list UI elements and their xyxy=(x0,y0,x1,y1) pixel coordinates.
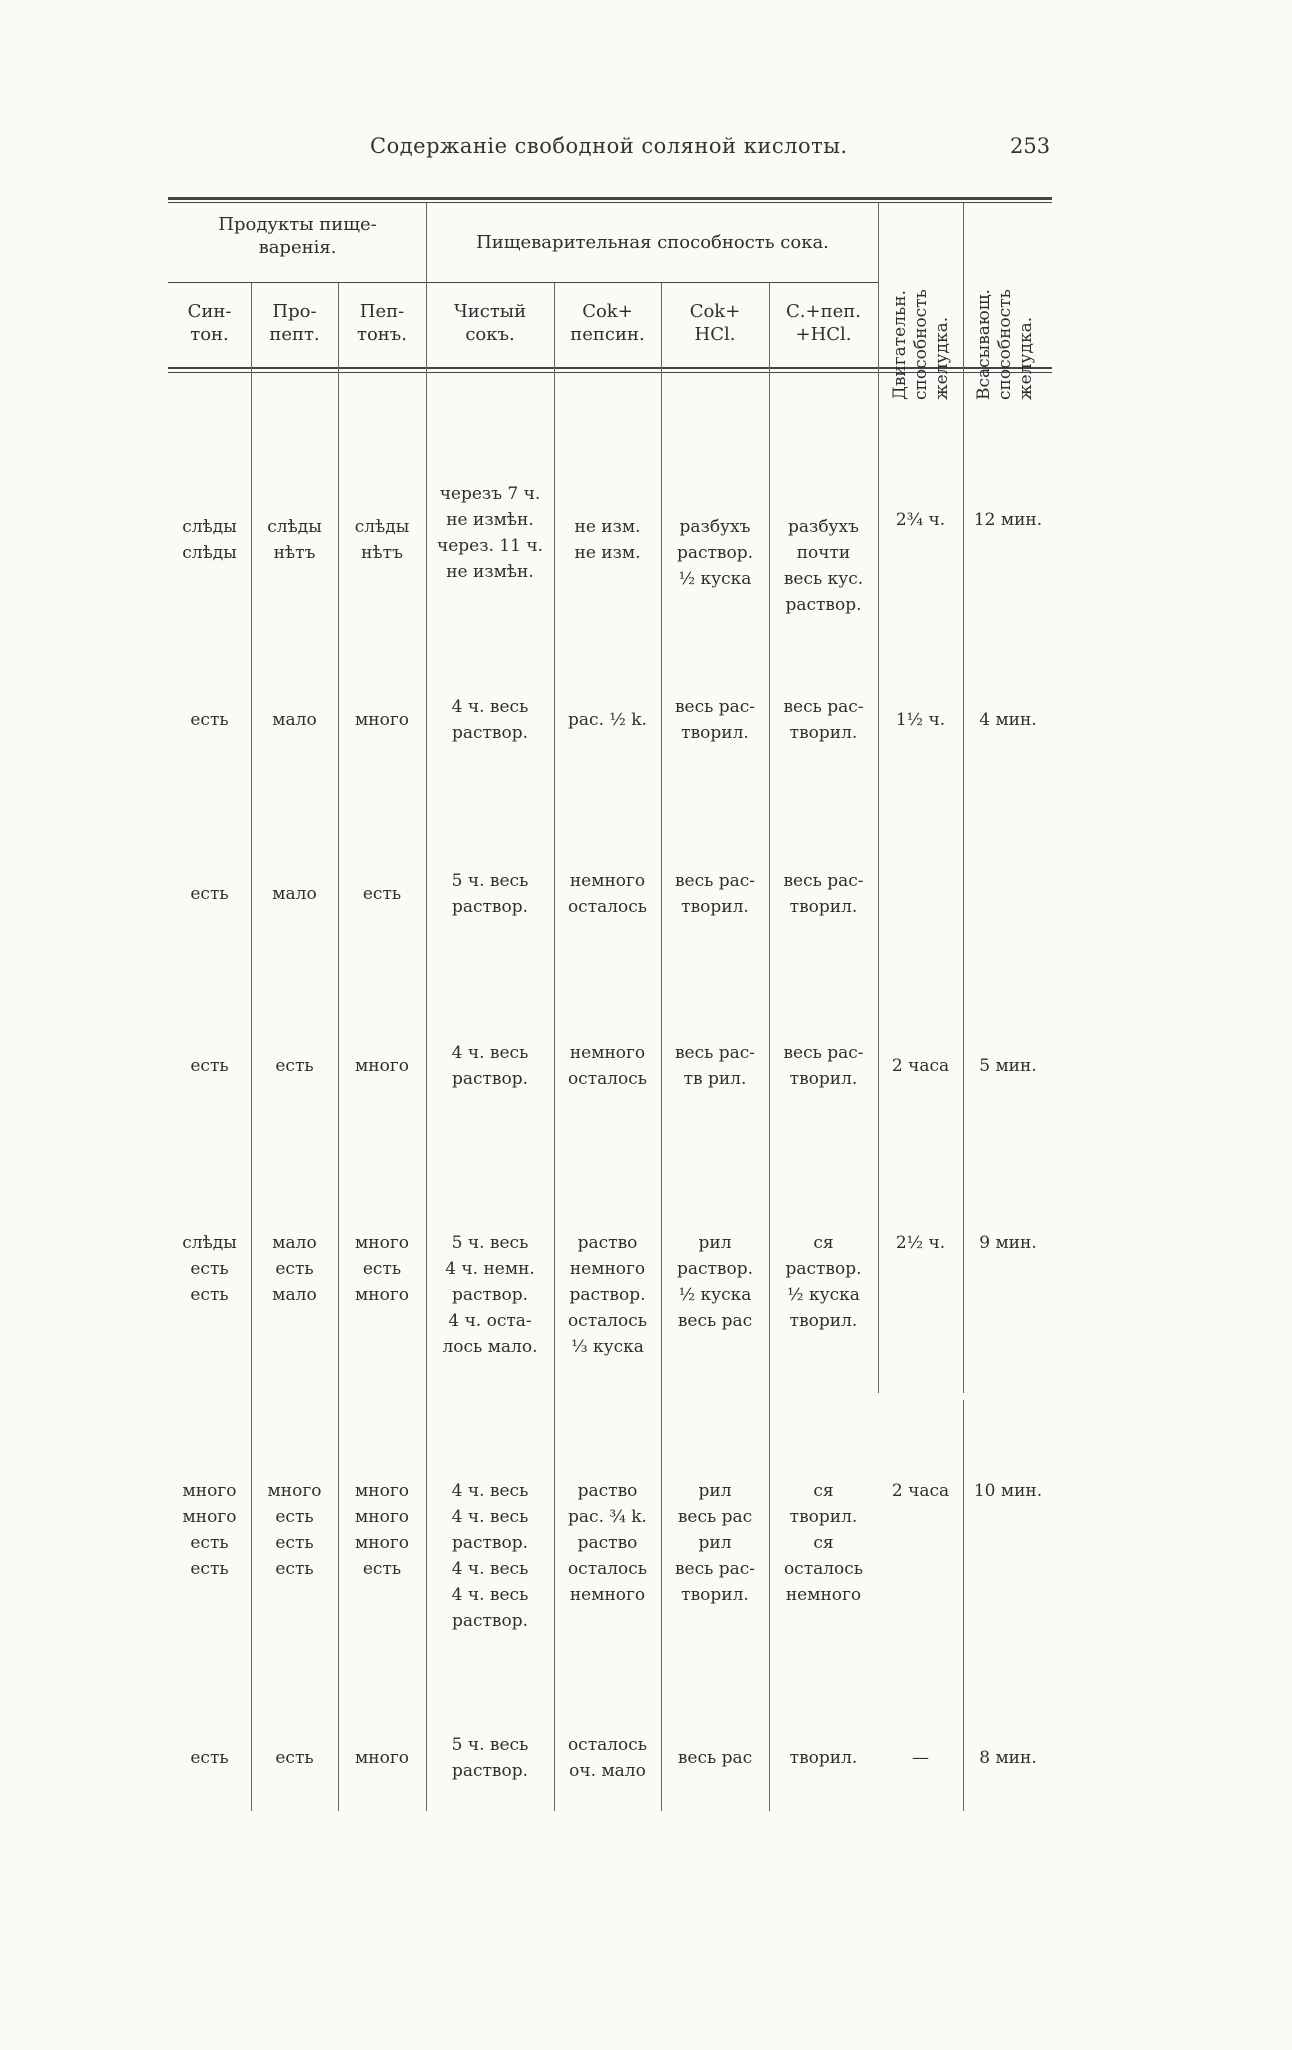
cell-pepton: много xyxy=(355,1748,409,1768)
cell-pepsin: рас. ¾ k. xyxy=(568,1507,647,1527)
cell-pepton: есть xyxy=(362,1259,402,1279)
cell-propept: есть xyxy=(275,1533,314,1553)
cell-hcl: тв рил. xyxy=(683,1069,747,1089)
cell-motor: 2 часа xyxy=(891,1481,950,1501)
cell-pepsin: не изм. xyxy=(574,543,641,563)
cell-pepsin: осталось xyxy=(567,1311,648,1331)
cell-pepton: много xyxy=(355,1233,409,1253)
header-pepsin-l1: Cok+ xyxy=(582,301,633,322)
cell-synton: есть xyxy=(190,710,229,730)
cell-hcl: разбухъ xyxy=(679,517,751,537)
cell-pure: 4 ч. весь xyxy=(451,1585,529,1605)
cell-motor: 2 часа xyxy=(891,1056,950,1076)
cell-pepsin: раство xyxy=(577,1533,638,1553)
cell-synton: слѣды xyxy=(182,1233,237,1253)
cell-both: весь кус. xyxy=(783,569,864,589)
cell-pure: раствор. xyxy=(451,1285,529,1305)
cell-hcl: весь рас- xyxy=(674,1559,756,1579)
header-motor xyxy=(890,190,956,400)
cell-pepton: много xyxy=(355,1507,409,1527)
cell-motor: 2½ ч. xyxy=(895,1233,946,1253)
header-hcl xyxy=(661,300,769,346)
cell-motor: 1½ ч. xyxy=(895,710,946,730)
cell-synton: слѣды xyxy=(182,543,237,563)
header-products-line2: варенія. xyxy=(258,237,337,258)
cell-synton: есть xyxy=(190,1285,229,1305)
cell-both: ся xyxy=(813,1533,834,1553)
cell-both: творил. xyxy=(789,1069,858,1089)
cell-synton: слѣды xyxy=(182,517,237,537)
cell-pepsin: не изм. xyxy=(574,517,641,537)
cell-pure: раствор. xyxy=(451,1533,529,1553)
cell-pepsin: раство xyxy=(577,1481,638,1501)
cell-both: ся xyxy=(813,1481,834,1501)
header-pepsin-l2: пепсин. xyxy=(570,324,645,345)
cell-propept: есть xyxy=(275,1056,314,1076)
header-pepton xyxy=(338,300,426,346)
cell-both: весь рас- xyxy=(783,697,864,717)
cell-pepsin: раствор. xyxy=(569,1285,646,1305)
header-propept-l1: Про- xyxy=(272,301,317,322)
header-motor-line1: Двигательн. xyxy=(890,289,910,400)
header-both-l1: С.+пеп. xyxy=(786,301,861,322)
cell-pure: 4 ч. весь xyxy=(451,1559,529,1579)
cell-both: разбухъ xyxy=(788,517,859,537)
cell-propept: есть xyxy=(275,1559,314,1579)
cell-pepton: есть xyxy=(362,884,402,904)
header-pepsin xyxy=(554,300,661,346)
cell-propept: есть xyxy=(275,1748,314,1768)
cell-pepsin: рас. ½ k. xyxy=(568,710,647,730)
header-absorb-line2: способность xyxy=(995,289,1015,400)
cell-pure: 5 ч. весь xyxy=(451,1233,529,1253)
header-both xyxy=(769,300,878,346)
cell-pure: 4 ч. оста- xyxy=(448,1311,532,1331)
header-pure xyxy=(426,300,554,346)
header-absorb xyxy=(974,190,1040,400)
cell-pepsin: немного xyxy=(569,1043,646,1063)
cell-both: почти xyxy=(796,543,851,563)
col-divider xyxy=(251,283,252,1811)
cell-both: ½ куска xyxy=(787,1285,860,1305)
cell-synton: много xyxy=(182,1507,237,1527)
cell-both: творил. xyxy=(789,1311,858,1331)
cell-synton: есть xyxy=(190,884,229,904)
cell-pure: раствор. xyxy=(451,1069,529,1089)
cell-pure: через. 11 ч. xyxy=(436,536,543,556)
cell-synton: есть xyxy=(190,1559,229,1579)
cell-synton: есть xyxy=(190,1748,229,1768)
cell-pepsin: ⅓ куска xyxy=(571,1337,644,1357)
cell-hcl: творил. xyxy=(681,723,749,743)
header-pepton-l1: Пеп- xyxy=(359,301,405,322)
header-digestive-label: Пищеварительная способность сока. xyxy=(476,232,829,253)
cell-pepsin: осталось xyxy=(567,897,648,917)
header-synton-l2: тон. xyxy=(190,324,229,345)
cell-pepton: много xyxy=(355,710,409,730)
header-propept xyxy=(251,300,338,346)
cell-synton: много xyxy=(182,1481,237,1501)
header-products xyxy=(175,213,420,259)
cell-pepsin: немного xyxy=(569,1585,646,1605)
header-propept-l2: пепт. xyxy=(269,324,320,345)
header-synton xyxy=(168,300,251,346)
header-mid-rule xyxy=(168,282,878,283)
cell-hcl: весь рас xyxy=(677,1748,753,1768)
header-absorb-line3: желудка. xyxy=(1016,316,1036,400)
cell-pure: раствор. xyxy=(451,723,529,743)
cell-both: немного xyxy=(785,1585,862,1605)
cell-pure: 4 ч. весь xyxy=(451,1043,529,1063)
cell-pure: не измѣн. xyxy=(446,562,534,582)
cell-both: творил. xyxy=(789,1748,858,1768)
header-pure-l1: Чистый xyxy=(453,301,527,322)
header-synton-l1: Син- xyxy=(187,301,232,322)
col-divider xyxy=(338,283,339,1811)
header-pure-l2: сокъ. xyxy=(465,324,515,345)
cell-absorb: 5 мин. xyxy=(979,1056,1037,1076)
cell-hcl: весь рас- xyxy=(674,871,756,891)
cell-both: раствор. xyxy=(785,595,862,615)
cell-synton: есть xyxy=(190,1056,229,1076)
cell-pepsin: раство xyxy=(577,1233,638,1253)
cell-pure: 5 ч. весь xyxy=(451,1735,529,1755)
cell-pepton: есть xyxy=(362,1559,402,1579)
cell-both: творил. xyxy=(789,897,858,917)
cell-pure: черезъ 7 ч. xyxy=(439,484,541,504)
cell-hcl: весь рас- xyxy=(674,697,756,717)
cell-hcl: ½ куска xyxy=(678,569,752,589)
cell-propept: много xyxy=(267,1481,322,1501)
cell-pepsin: немного xyxy=(569,1259,646,1279)
cell-propept: мало xyxy=(272,884,317,904)
cell-both: творил. xyxy=(789,723,858,743)
cell-synton: есть xyxy=(190,1533,229,1553)
cell-pepton: слѣды xyxy=(354,517,410,537)
cell-both: ся xyxy=(813,1233,834,1253)
cell-hcl: весь рас xyxy=(677,1311,753,1331)
cell-both: весь рас- xyxy=(783,871,864,891)
header-absorb-line1: Всасывающ. xyxy=(974,289,994,400)
header-hcl-l2: HCl. xyxy=(694,324,736,345)
header-digestive xyxy=(430,231,875,254)
cell-both: осталось xyxy=(783,1559,864,1579)
cell-pure: лось мало. xyxy=(442,1337,538,1357)
cell-pure: раствор. xyxy=(451,1611,529,1631)
cell-propept: мало xyxy=(272,710,317,730)
col-divider xyxy=(963,203,964,1393)
cell-propept: есть xyxy=(275,1259,314,1279)
cell-pepton: много xyxy=(355,1533,409,1553)
cell-pepsin: осталось xyxy=(567,1069,648,1089)
header-pepton-l2: тонъ. xyxy=(357,324,407,345)
cell-pure: 4 ч. немн. xyxy=(445,1259,535,1279)
cell-pure: раствор. xyxy=(451,897,529,917)
cell-synton: есть xyxy=(190,1259,229,1279)
cell-pepton: нѣтъ xyxy=(361,543,403,563)
cell-both: раствор. xyxy=(785,1259,862,1279)
cell-pepsin: осталось xyxy=(567,1735,648,1755)
page-number: 253 xyxy=(1010,134,1051,158)
cell-absorb: 9 мин. xyxy=(979,1233,1037,1253)
cell-absorb: 8 мин. xyxy=(979,1748,1037,1768)
cell-pure: раствор. xyxy=(451,1761,529,1781)
cell-pure: 5 ч. весь xyxy=(451,871,529,891)
running-head: Содержаніе свободной соляной кислоты. xyxy=(370,134,848,158)
cell-absorb: 10 мин. xyxy=(973,1481,1043,1501)
cell-hcl: раствор. xyxy=(676,543,754,563)
cell-pepsin: оч. мало xyxy=(569,1761,646,1781)
cell-pepsin: осталось xyxy=(567,1559,648,1579)
cell-both: творил. xyxy=(789,1507,858,1527)
cell-hcl: рил xyxy=(698,1481,732,1501)
cell-motor: — xyxy=(912,1748,929,1768)
cell-propept: есть xyxy=(275,1507,314,1527)
cell-pure: 4 ч. весь xyxy=(451,1507,529,1527)
header-hcl-l1: Cok+ xyxy=(689,301,741,322)
header-both-l2: +HCl. xyxy=(795,324,852,345)
cell-propept: мало xyxy=(272,1233,317,1253)
cell-propept: мало xyxy=(272,1285,317,1305)
cell-hcl: рил xyxy=(698,1533,732,1553)
cell-pepton: много xyxy=(355,1056,409,1076)
cell-both: весь рас- xyxy=(783,1043,864,1063)
cell-absorb: 4 мин. xyxy=(979,710,1037,730)
cell-pepton: много xyxy=(355,1285,409,1305)
cell-pure: 4 ч. весь xyxy=(451,697,529,717)
header-motor-line3: желудка. xyxy=(932,316,952,400)
cell-pepsin: немного xyxy=(569,871,646,891)
cell-pure: не измѣн. xyxy=(446,510,534,530)
cell-hcl: раствор. xyxy=(676,1259,754,1279)
cell-hcl: ½ куска xyxy=(678,1285,752,1305)
cell-hcl: рил xyxy=(698,1233,732,1253)
cell-pepton: много xyxy=(355,1481,409,1501)
cell-hcl: творил. xyxy=(681,1585,749,1605)
cell-hcl: весь рас- xyxy=(674,1043,756,1063)
header-motor-line2: способность xyxy=(911,289,931,400)
col-divider xyxy=(878,203,879,1393)
header-products-line1: Продукты пище- xyxy=(218,214,377,235)
cell-pure: 4 ч. весь xyxy=(451,1481,529,1501)
cell-hcl: творил. xyxy=(681,897,749,917)
cell-propept: нѣтъ xyxy=(273,543,316,563)
cell-hcl: весь рас xyxy=(677,1507,753,1527)
cell-absorb: 12 мин. xyxy=(973,510,1043,530)
cell-propept: слѣды xyxy=(267,517,322,537)
cell-motor: 2¾ ч. xyxy=(895,510,946,530)
